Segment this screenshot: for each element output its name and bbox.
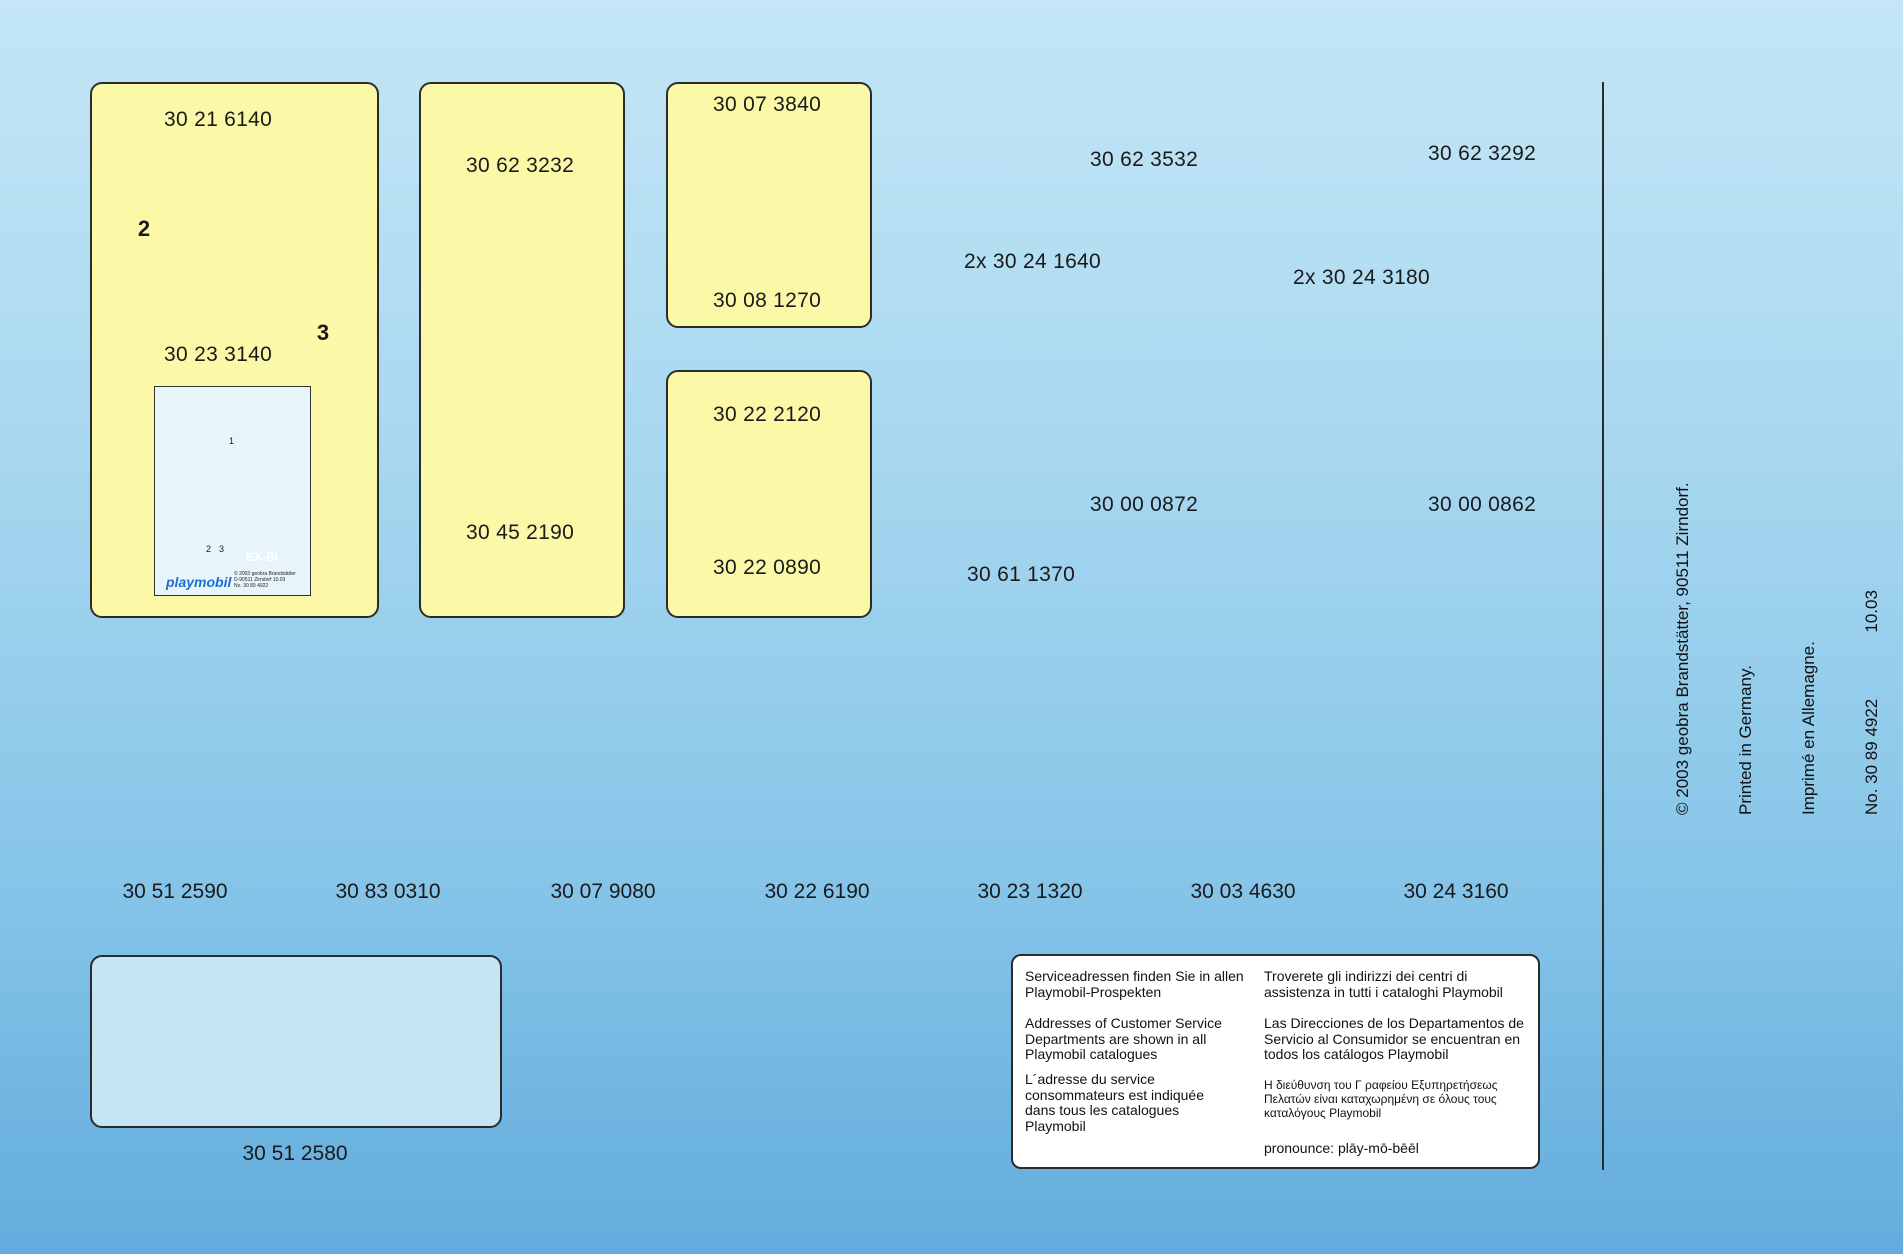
- egg-bottom-part-number: 30 45 2190: [466, 521, 575, 544]
- service-text-es: Las Direcciones de los Departamentos de Servicio al Consumidor se encuentran en todos los catálogos Playmobil: [1264, 1015, 1524, 1062]
- callout-3: 3: [316, 320, 330, 345]
- left-hat-part-number: 30 62 3532: [1090, 148, 1199, 171]
- part-number-tube: 30 23 1320: [977, 880, 1083, 903]
- camera-part-number: 30 08 1270: [713, 289, 822, 312]
- tools-set-part-number: 30 51 2580: [242, 1142, 348, 1165]
- basket-part-number: 30 23 3140: [164, 343, 273, 366]
- sticker-callout-b: 3: [219, 544, 225, 554]
- service-pronounce: pronounce: plāy-mō-bēēl: [1264, 1140, 1419, 1156]
- camera-strap-part-number: 30 07 3840: [713, 93, 822, 116]
- vertical-divider: [1602, 82, 1604, 1170]
- handle-part-number: 30 21 6140: [164, 108, 273, 131]
- part-number-flashlight: 30 03 4630: [1190, 880, 1296, 903]
- boots-part-number: 30 61 1370: [967, 563, 1076, 586]
- part-number-magnifier: 30 07 9080: [550, 880, 656, 903]
- part-number-cup: 30 24 3160: [1403, 880, 1509, 903]
- service-text-en: Addresses of Customer Service Departments are shown in all Playmobil catalogues: [1025, 1015, 1222, 1062]
- left-figure-part-number: 30 00 0872: [1090, 493, 1199, 516]
- service-text-fr: L´adresse du service consommateurs est indiquée dans tous les catalogues Playmobil: [1025, 1071, 1204, 1134]
- callout-2: 2: [137, 216, 151, 241]
- sticker-sheet-number: 1: [229, 436, 235, 446]
- bottle-part-number: 30 22 0890: [713, 556, 822, 579]
- part-number-dinosaur: 30 83 0310: [335, 880, 441, 903]
- part-number-red-bottle: 30 22 6190: [764, 880, 870, 903]
- service-text-de: Serviceadressen finden Sie in allen Playmobil-Prospekten: [1025, 968, 1244, 1000]
- sticker-brand-logo: playmobil: [166, 574, 232, 590]
- right-helmet-part-number: 30 62 3292: [1428, 142, 1537, 165]
- sticker-tag: EX-BI: [245, 550, 278, 564]
- sticker-fine-print: © 2003 geobra Brandstätter D-90511 Zirndorf 10.03 No. 30 89 4922: [234, 571, 296, 589]
- service-text-el: Η διεύθυνση του Γ ραφείου Εξυπηρετήσεως Πελατών είναι καταχωρημένη σε όλους τους καταλόγους Playmobil: [1264, 1078, 1498, 1120]
- left-gloves-part-number: 2x 30 24 1640: [964, 250, 1102, 273]
- right-gloves-part-number: 2x 30 24 3180: [1293, 266, 1431, 289]
- part-number-pickaxe: 30 51 2590: [122, 880, 228, 903]
- bottle-cap-part-number: 30 22 2120: [713, 403, 822, 426]
- sticker-callout-a: 2: [206, 544, 212, 554]
- egg-top-part-number: 30 62 3232: [466, 154, 575, 177]
- right-figure-part-number: 30 00 0862: [1428, 493, 1537, 516]
- service-text-it: Troverete gli indirizzi dei centri di assistenza in tutti i cataloghi Playmobil: [1264, 968, 1503, 1000]
- copyright-block: © 2003 geobra Brandstätter, 90511 Zirndorf. Printed in Germany. Imprimé en Allemagne. No. 30 89 4922 10.03: [1673, 482, 1881, 815]
